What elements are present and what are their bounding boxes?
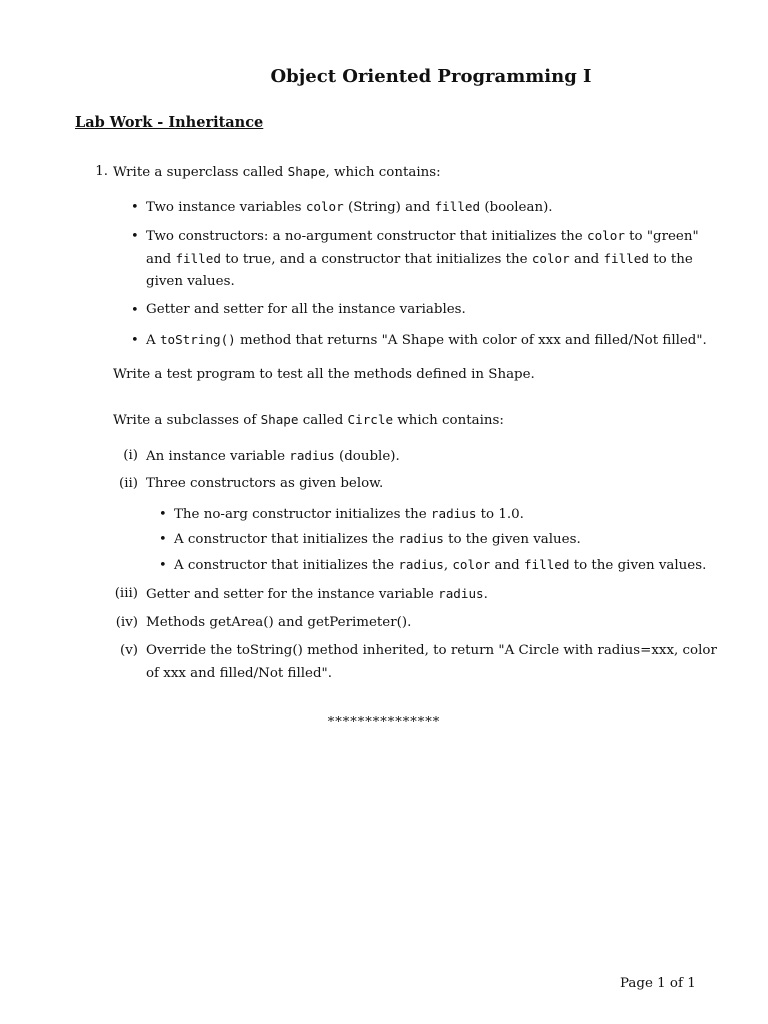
separator-stars: *************** — [327, 715, 441, 730]
subclass-line — [113, 412, 504, 428]
code: filled — [523, 557, 570, 572]
code: radius — [398, 557, 444, 572]
bullet-dot: • — [159, 558, 167, 573]
text: A constructor that initializes the — [174, 558, 399, 573]
code: color — [452, 557, 491, 572]
bullet-item-2-line-2 — [146, 251, 693, 267]
bullet-item-3: Getter and setter for all the instance variables. — [146, 302, 466, 317]
text: A — [146, 333, 160, 348]
code: toString() — [159, 332, 236, 347]
bullet-dot: • — [131, 303, 139, 318]
code: filled — [175, 251, 221, 266]
sub-bullet-1 — [174, 506, 524, 522]
code: radius — [398, 531, 444, 546]
page-number: Page 1 of 1 — [620, 976, 696, 991]
bullet-item-4 — [146, 332, 707, 348]
text: to the given values. — [569, 558, 707, 573]
item-number: 1. — [95, 164, 108, 179]
code: color — [531, 251, 570, 266]
code: radius — [438, 586, 484, 601]
roman-item-ii: Three constructors as given below. — [146, 476, 384, 491]
roman-label: (iii) — [114, 586, 138, 601]
code: Circle — [347, 412, 394, 427]
text: to the given values. — [443, 532, 581, 547]
text: , — [443, 558, 453, 573]
text: A constructor that initializes the — [174, 532, 399, 547]
code: radius — [289, 448, 335, 463]
code: color — [305, 199, 344, 214]
text: to 1.0. — [476, 507, 524, 522]
test-program-line: Write a test program to test all the methods defined in Shape. — [113, 367, 535, 382]
text: (boolean). — [480, 200, 553, 215]
page-title: Object Oriented Programming I — [270, 66, 592, 87]
text: (String) and — [343, 200, 435, 215]
intro-text: Write a superclass called — [113, 165, 288, 180]
sub-bullet-3 — [174, 557, 706, 573]
text: and — [490, 558, 524, 573]
text: . — [483, 587, 488, 602]
text: to the — [648, 252, 693, 267]
text: Two instance variables — [146, 200, 306, 215]
code-shape: Shape — [287, 164, 326, 179]
code: filled — [434, 199, 481, 214]
item-intro — [113, 164, 441, 180]
bullet-item-2-line-1 — [146, 228, 699, 244]
text: which contains: — [393, 413, 504, 428]
roman-label: (i) — [123, 448, 138, 463]
code: radius — [430, 506, 477, 521]
roman-item-v-line-2: of xxx and filled/Not filled". — [146, 666, 332, 681]
bullet-item-2-line-3: given values. — [146, 274, 235, 289]
code: color — [586, 228, 625, 243]
bullet-dot: • — [159, 507, 167, 522]
text: method that returns "A Shape with color of xxx and filled/Not filled". — [235, 333, 707, 348]
roman-label: (v) — [119, 643, 138, 658]
intro-text-end: , which contains: — [325, 165, 441, 180]
roman-item-iii — [146, 586, 488, 602]
text: and — [146, 252, 176, 267]
text: and — [569, 252, 604, 267]
text: to "green" — [624, 229, 699, 244]
roman-item-i — [146, 448, 400, 464]
code: filled — [603, 251, 649, 266]
section-heading: Lab Work - Inheritance — [75, 114, 264, 131]
bullet-dot: • — [159, 532, 167, 547]
roman-label: (iv) — [115, 615, 138, 630]
bullet-dot: • — [131, 333, 139, 348]
text: Getter and setter for the instance variable — [146, 587, 439, 602]
text: Two constructors: a no-argument constructor that initializes the — [146, 229, 587, 244]
text: The no-arg constructor initializes the — [174, 507, 431, 522]
sub-bullet-2 — [174, 531, 581, 547]
bullet-item-1 — [146, 199, 553, 215]
bullet-dot: • — [131, 200, 139, 215]
roman-item-iv: Methods getArea() and getPerimeter(). — [146, 615, 412, 630]
roman-item-v-line-1: Override the toString() method inherited, to return "A Circle with radius=xxx, color — [146, 643, 717, 658]
text: Write a subclasses of — [113, 413, 261, 428]
text: to true, and a constructor that initializes the — [220, 252, 532, 267]
text: An instance variable — [146, 449, 290, 464]
text: (double). — [334, 449, 400, 464]
bullet-dot: • — [131, 229, 139, 244]
roman-label: (ii) — [118, 476, 138, 491]
text: called — [298, 413, 348, 428]
code: Shape — [260, 412, 299, 427]
